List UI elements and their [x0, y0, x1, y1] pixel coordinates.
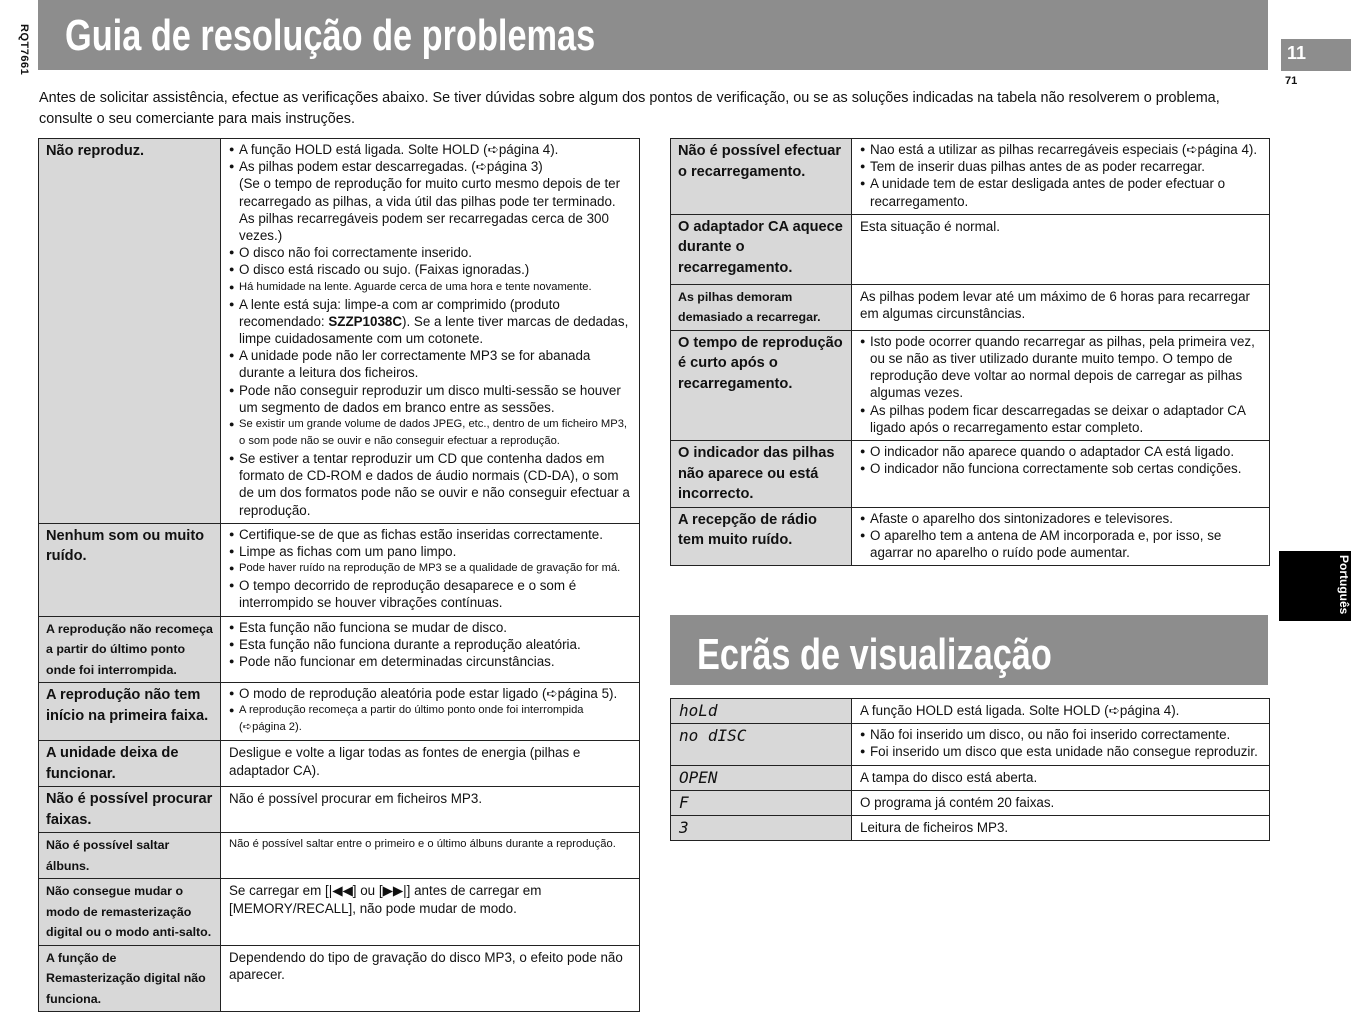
solution-item: ● A unidade pode não ler correctamente MP3 se for abanada durante a leitura dos ficheiros. — [229, 347, 633, 381]
solution-text: Desligue e volte a ligar todas as fontes de energia (pilhas e adaptador CA). — [229, 745, 581, 778]
table-row — [39, 139, 640, 524]
troubleshooting-table-left — [38, 138, 640, 1012]
table-row — [39, 741, 640, 787]
solution-cell — [221, 683, 640, 741]
table-row — [39, 833, 640, 879]
display-code: F — [671, 790, 852, 815]
solution-item: ● O modo de reprodução aleatória pode estar ligado (➪página 5). — [229, 685, 633, 702]
solution-item: ● Se estiver a tentar reproduzir um CD que contenha dados em formato de CD-ROM e dados de áudio normais (CD-DA), o som de um dos formatos pode não se ouvir e não conseguir efectuar a reprodução. — [229, 450, 633, 519]
solution-item: ● Limpe as fichas com um pano limpo. — [229, 543, 633, 560]
problem-cell: Não é possível saltar álbuns. — [39, 833, 221, 879]
table-row — [671, 284, 1270, 330]
solution-cell — [221, 945, 640, 1012]
solution-text: Não é possível saltar entre o primeiro e o último álbuns durante a reprodução. — [229, 838, 616, 851]
solution-item: ● Nao está a utilizar as pilhas recarregáveis especiais (➪página 4). — [860, 141, 1263, 158]
page-sub-number: 71 — [1285, 75, 1298, 87]
display-meaning-text: A tampa do disco está aberta. — [860, 769, 1038, 785]
solution-cell — [852, 214, 1270, 284]
section-title-text: Ecrãs de visualização — [697, 630, 1052, 679]
solution-item: ● Certifique-se de que as fichas estão inseridas correctamente. — [229, 526, 633, 543]
table-row — [671, 699, 1270, 724]
solution-item: ● A unidade tem de estar desligada antes de poder efectuar o recarregamento. — [860, 175, 1263, 209]
display-meaning-text: O programa já contém 20 faixas. — [860, 794, 1055, 810]
solution-item: ● Esta função não funciona se mudar de disco. — [229, 619, 633, 636]
display-meaning — [852, 699, 1270, 724]
problem-cell: O indicador das pilhas não aparece ou está incorrecto. — [671, 441, 852, 508]
solution-text: As pilhas podem levar até um máximo de 6 horas para recarregar em algumas circunstâncias. — [860, 288, 1251, 322]
page-number: 11 — [1281, 39, 1351, 71]
table-row — [671, 765, 1270, 790]
solution-item: ● Pode haver ruído na reprodução de MP3 se a qualidade de gravação for má. — [229, 560, 633, 577]
solution-cell — [221, 833, 640, 879]
display-code: 3 — [671, 816, 852, 841]
solution-cell — [852, 507, 1270, 566]
solution-item: ● Esta função não funciona durante a reprodução aleatória. — [229, 636, 633, 653]
problem-cell: O adaptador CA aquece durante o recarregamento. — [671, 214, 852, 284]
solution-item: ● Há humidade na lente. Aguarde cerca de uma hora e tente novamente. — [229, 279, 633, 296]
solution-item: ● O tempo decorrido de reprodução desaparece e o som é interrompido se houver vibrações contínuas. — [229, 577, 633, 611]
problem-cell: A função de Remasterização digital não funciona. — [39, 945, 221, 1012]
document-code: RQT7661 — [18, 24, 30, 76]
solution-cell — [221, 616, 640, 683]
solution-cell — [221, 741, 640, 787]
solution-text: Se carregar em [|◀◀] ou [▶▶|] antes de carregar em [MEMORY/RECALL], não pode mudar de modo. — [229, 883, 542, 916]
displays-table — [670, 698, 1270, 841]
solution-item: ● As pilhas podem ficar descarregadas se deixar o adaptador CA ligado após o recarregamento estar completo. — [860, 402, 1263, 436]
table-row — [671, 330, 1270, 440]
table-row — [671, 139, 1270, 215]
display-meaning-item: ● Não foi inserido um disco, ou não foi inserido correctamente. — [860, 726, 1263, 743]
problem-cell: Não é possível procurar faixas. — [39, 787, 221, 833]
display-meaning-item: ● Foi inserido um disco que esta unidade não consegue reproduzir. — [860, 743, 1263, 760]
solution-item: ● A lente está suja: limpe-a com ar comprimido (produto recomendado: SZZP1038C). Se a lente tiver marcas de dedadas, limpe cuidadosamente com um cotonete. — [229, 296, 633, 348]
solution-cell — [221, 787, 640, 833]
display-code: OPEN — [671, 765, 852, 790]
table-row — [671, 441, 1270, 508]
page-title-text: Guia de resolução de problemas — [65, 11, 596, 60]
display-code: no dISC — [671, 724, 852, 765]
display-meaning-text: A função HOLD está ligada. Solte HOLD (➪página 4). — [860, 703, 1180, 718]
solution-item: ● Isto pode ocorrer quando recarregar as pilhas, pela primeira vez, ou se não as tiver utilizado durante muito tempo. O tempo de reprodução deve voltar ao normal depois de carregar as pilhas algumas vezes. — [860, 333, 1263, 402]
problem-cell: Não consegue mudar o modo de remasterização digital ou o modo anti-salto. — [39, 879, 221, 946]
solution-text: Esta situação é normal. — [860, 218, 1000, 234]
solution-cell — [852, 284, 1270, 330]
solution-text: Dependendo do tipo de gravação do disco MP3, o efeito pode não aparecer. — [229, 949, 623, 983]
table-row — [671, 816, 1270, 841]
problem-cell: Não reproduz. — [39, 139, 221, 524]
solution-item: ● Afaste o aparelho dos sintonizadores e televisores. — [860, 510, 1263, 527]
solution-item: ● O indicador não funciona correctamente sob certas condições. — [860, 460, 1263, 477]
problem-cell: A unidade deixa de funcionar. — [39, 741, 221, 787]
page-title — [38, 0, 1268, 70]
table-row — [671, 507, 1270, 566]
table-row — [39, 523, 640, 616]
language-tab: Português — [1279, 551, 1351, 621]
solution-item: ● Pode não funcionar em determinadas circunstâncias. — [229, 653, 633, 670]
solution-item: ● As pilhas podem estar descarregadas. (➪página 3) — [229, 158, 633, 175]
display-meaning-text: Leitura de ficheiros MP3. — [860, 820, 1009, 836]
solution-cell — [221, 879, 640, 946]
problem-cell: A recepção de rádio tem muito ruído. — [671, 507, 852, 566]
table-row — [39, 945, 640, 1012]
display-code: hoLd — [671, 699, 852, 724]
solution-item: ● O disco está riscado ou sujo. (Faixas ignoradas.) — [229, 261, 633, 278]
problem-cell: Nenhum som ou muito ruído. — [39, 523, 221, 616]
display-meaning — [852, 724, 1270, 765]
troubleshooting-table-right — [670, 138, 1270, 566]
solution-item: ● Pode não conseguir reproduzir um disco multi-sessão se houver um segmento de dados em branco entre as sessões. — [229, 382, 633, 416]
solution-item: ● Tem de inserir duas pilhas antes de as poder recarregar. — [860, 158, 1263, 175]
solution-cell — [221, 139, 640, 524]
solution-item: ● O indicador não aparece quando o adaptador CA está ligado. — [860, 443, 1263, 460]
table-row — [671, 214, 1270, 284]
solution-item: ● Se existir um grande volume de dados JPEG, etc., dentro de um ficheiro MP3, o som pode não se ouvir e não conseguir efectuar a reprodução. — [229, 416, 633, 450]
solution-cell — [852, 441, 1270, 508]
solution-item: ● O disco não foi correctamente inserido. — [229, 244, 633, 261]
solution-item: ● A função HOLD está ligada. Solte HOLD (➪página 4). — [229, 141, 633, 158]
solution-item: ● O aparelho tem a antena de AM incorporada e, por isso, se agarrar no aparelho o ruído pode aumentar. — [860, 527, 1263, 561]
section-title-displays — [670, 615, 1268, 685]
table-row — [671, 790, 1270, 815]
table-row — [671, 724, 1270, 765]
solution-item: ● A reprodução recomeça a partir do último ponto onde foi interrompida (➪página 2). — [229, 702, 633, 736]
problem-cell: As pilhas demoram demasiado a recarregar. — [671, 284, 852, 330]
solution-text: Não é possível procurar em ficheiros MP3. — [229, 791, 483, 807]
problem-cell: Não é possível efectuar o recarregamento. — [671, 139, 852, 215]
table-row — [39, 787, 640, 833]
table-row — [39, 879, 640, 946]
product-code: SZZP1038C — [328, 313, 403, 329]
table-row — [39, 616, 640, 683]
display-meaning — [852, 790, 1270, 815]
solution-cell — [852, 139, 1270, 215]
solution-cell — [221, 523, 640, 616]
display-meaning — [852, 816, 1270, 841]
display-meaning — [852, 765, 1270, 790]
solution-note: (Se o tempo de reprodução for muito curto mesmo depois de ter recarregado as pilhas, a vida útil das pilhas pode ter terminado. As pilhas recarregáveis podem ser recarregadas cerca de 300 vezes.) — [239, 176, 621, 244]
solution-cell — [852, 330, 1270, 440]
problem-cell: O tempo de reprodução é curto após o recarregamento. — [671, 330, 852, 440]
table-row — [39, 683, 640, 741]
intro-paragraph: Antes de solicitar assistência, efectue as verificações abaixo. Se tiver dúvidas sobre algum dos pontos de verificação, ou se as soluções indicadas na tabela não resolverem o problema, consulte o seu comerciante para mais instruções. — [39, 90, 1220, 127]
problem-cell: A reprodução não tem início na primeira faixa. — [39, 683, 221, 741]
problem-cell: A reprodução não recomeça a partir do último ponto onde foi interrompida. — [39, 616, 221, 683]
